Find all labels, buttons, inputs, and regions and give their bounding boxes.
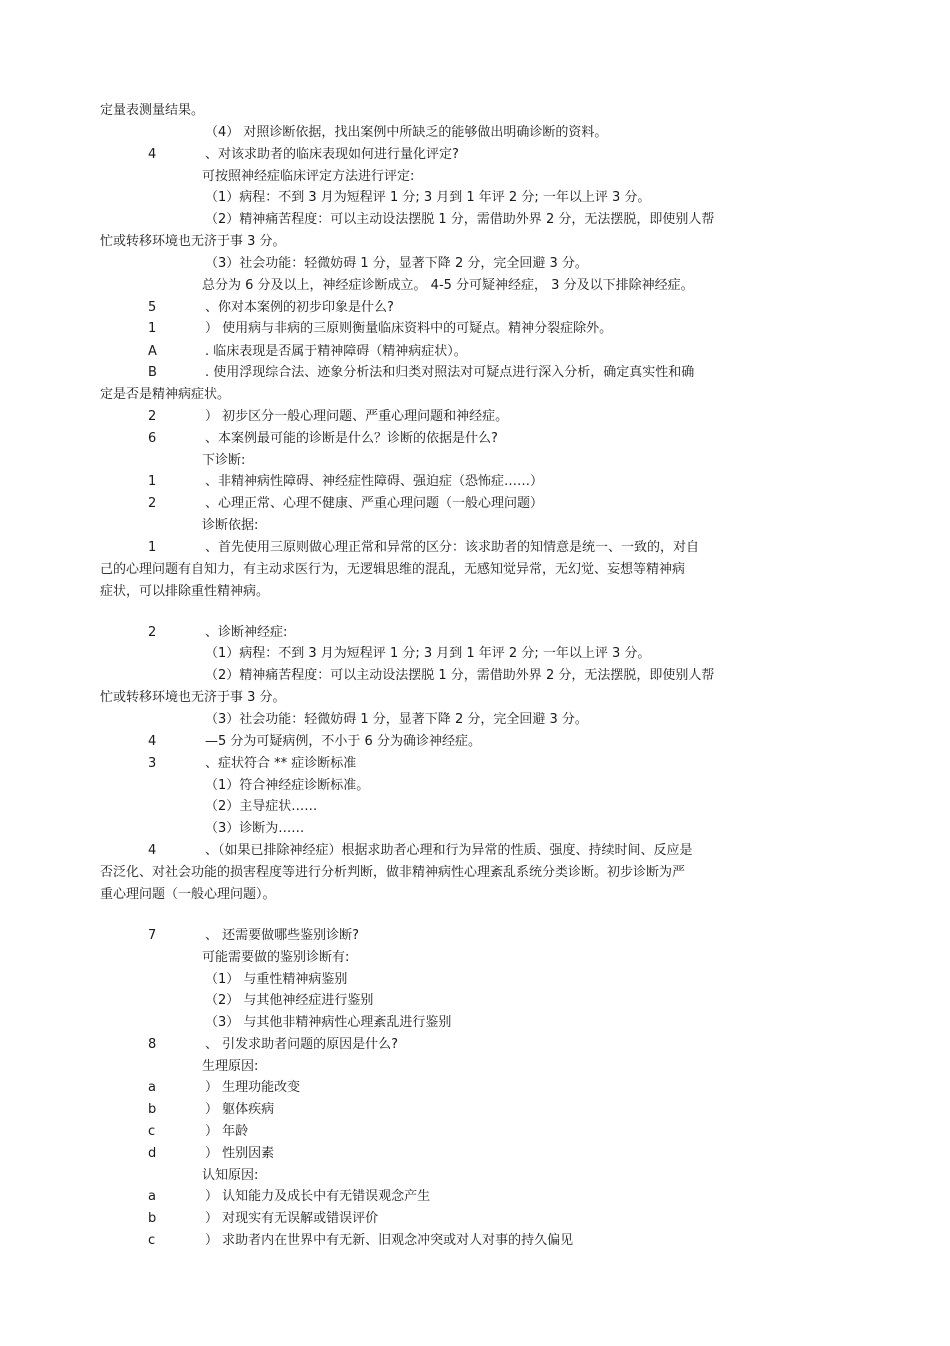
text-line: 定是否是精神病症状。 bbox=[100, 387, 231, 402]
text-line: —5 分为可疑病例，不小于 6 分为确诊神经症。 bbox=[205, 734, 481, 749]
text-line: 总分为 6 分及以上，神经症诊断成立。 4-5 分可疑神经症， 3 分及以下排除神经症。 bbox=[202, 278, 694, 293]
item-number: 1 bbox=[148, 474, 157, 489]
text-line: 生理原因: bbox=[202, 1059, 259, 1074]
text-line: 、症状符合 ** 症诊断标准 bbox=[205, 756, 357, 771]
text-line: （3）诊断为…… bbox=[205, 821, 305, 836]
item-number: B bbox=[148, 365, 157, 380]
text-line: 、首先使用三原则做心理正常和异常的区分：该求助者的知情意是统一、一致的，对自 bbox=[205, 540, 700, 555]
item-number: 2 bbox=[148, 496, 157, 511]
text-line: 、 引发求助者问题的原因是什么? bbox=[205, 1037, 399, 1052]
item-number: c bbox=[148, 1124, 156, 1139]
text-line: 、你对本案例的初步印象是什么? bbox=[205, 300, 394, 315]
text-line: 认知原因: bbox=[202, 1168, 259, 1183]
text-line: （2）精神痛苦程度：可以主动设法摆脱 1 分，需借助外界 2 分，无法摆脱，即使别人帮 bbox=[205, 212, 715, 227]
text-line: 重心理问题（一般心理问题）。 bbox=[100, 887, 276, 902]
text-line: （1）病程：不到 3 月为短程评 1 分; 3 月到 1 年评 2 分; 一年以上评 3 分。 bbox=[205, 646, 651, 661]
item-number: 8 bbox=[148, 1037, 157, 1052]
item-number: a bbox=[148, 1080, 156, 1095]
text-line: 、非精神病性障碍、神经症性障碍、强迫症（恐怖症……） bbox=[205, 474, 544, 489]
text-line: （2）主导症状…… bbox=[205, 799, 318, 814]
text-line: 忙或转移环境也无济于事 3 分。 bbox=[100, 234, 286, 249]
item-number: 2 bbox=[148, 625, 157, 640]
text-line: （1）符合神经症诊断标准。 bbox=[205, 778, 370, 793]
text-line: ） 使用病与非病的三原则衡量临床资料中的可疑点。精神分裂症除外。 bbox=[205, 321, 613, 336]
item-number: c bbox=[148, 1233, 156, 1248]
text-line: ） 躯体疾病 bbox=[205, 1102, 275, 1117]
text-line: 可能需要做的鉴别诊断有: bbox=[202, 950, 350, 965]
text-line: （3）社会功能：轻微妨碍 1 分，显著下降 2 分，完全回避 3 分。 bbox=[205, 256, 588, 271]
text-line: ） 认知能力及成长中有无错误观念产生 bbox=[205, 1189, 431, 1204]
item-number: a bbox=[148, 1189, 156, 1204]
text-line: （2）精神痛苦程度：可以主动设法摆脱 1 分，需借助外界 2 分，无法摆脱，即使别人帮 bbox=[205, 668, 715, 683]
text-line: ） 对现实有无误解或错误评价 bbox=[205, 1211, 379, 1226]
item-number: 3 bbox=[148, 756, 157, 771]
text-line: . 使用浮现综合法、迹象分析法和归类对照法对可疑点进行深入分析，确定真实性和确 bbox=[205, 365, 695, 380]
text-line: 诊断依据: bbox=[202, 518, 259, 533]
text-line: ） 求助者内在世界中有无新、旧观念冲突或对人对事的持久偏见 bbox=[205, 1233, 574, 1248]
text-line: （1） 与重性精神病鉴别 bbox=[205, 972, 348, 987]
text-line: 定量表测量结果。 bbox=[100, 103, 205, 118]
text-line: 、（如果已排除神经症）根据求助者心理和行为异常的性质、强度、持续时间、反应是 bbox=[205, 843, 693, 858]
item-number: 4 bbox=[148, 147, 157, 162]
text-line: 、对该求助者的临床表现如何进行量化评定? bbox=[205, 147, 459, 162]
text-line: （3） 与其他非精神病性心理紊乱进行鉴别 bbox=[205, 1015, 452, 1030]
text-line: 可按照神经症临床评定方法进行评定: bbox=[202, 169, 415, 184]
text-line: 己的心理问题有自知力，有主动求医行为，无逻辑思维的混乱，无感知觉异常，无幻觉、妄想等精神病 bbox=[100, 562, 686, 577]
item-number: 6 bbox=[148, 431, 157, 446]
text-line: 、诊断神经症: bbox=[205, 625, 288, 640]
text-line: （4） 对照诊断依据，找出案例中所缺乏的能够做出明确诊断的资料。 bbox=[205, 125, 608, 140]
text-line: 忙或转移环境也无济于事 3 分。 bbox=[100, 690, 286, 705]
item-number: 4 bbox=[148, 843, 157, 858]
item-number: 4 bbox=[148, 734, 157, 749]
text-line: 否泛化、对社会功能的损害程度等进行分析判断，做非精神病性心理紊乱系统分类诊断。初步诊断为严 bbox=[100, 865, 686, 880]
item-number: A bbox=[148, 344, 157, 359]
text-line: （2） 与其他神经症进行鉴别 bbox=[205, 993, 374, 1008]
item-number: 1 bbox=[148, 540, 157, 555]
text-line: 、本案例最可能的诊断是什么？诊断的依据是什么? bbox=[205, 431, 498, 446]
item-number: 7 bbox=[148, 928, 157, 943]
text-line: ） 年龄 bbox=[205, 1124, 249, 1139]
text-line: 症状，可以排除重性精神病。 bbox=[100, 584, 270, 599]
item-number: 2 bbox=[148, 409, 157, 424]
text-line: . 临床表现是否属于精神障碍（精神病症状）。 bbox=[205, 344, 467, 359]
item-number: b bbox=[148, 1211, 157, 1226]
item-number: b bbox=[148, 1102, 157, 1117]
text-line: （1）病程：不到 3 月为短程评 1 分; 3 月到 1 年评 2 分; 一年以上评 3 分。 bbox=[205, 190, 651, 205]
text-line: 下诊断: bbox=[202, 453, 246, 468]
item-number: 5 bbox=[148, 300, 157, 315]
text-line: 、 还需要做哪些鉴别诊断? bbox=[205, 928, 360, 943]
text-line: 、心理正常、心理不健康、严重心理问题（一般心理问题） bbox=[205, 496, 544, 511]
item-number: 1 bbox=[148, 321, 157, 336]
text-line: ） 初步区分一般心理问题、严重心理问题和神经症。 bbox=[205, 409, 509, 424]
text-line: ） 生理功能改变 bbox=[205, 1080, 301, 1095]
text-line: ） 性别因素 bbox=[205, 1146, 275, 1161]
text-line: （3）社会功能：轻微妨碍 1 分，显著下降 2 分，完全回避 3 分。 bbox=[205, 712, 588, 727]
item-number: d bbox=[148, 1146, 157, 1161]
